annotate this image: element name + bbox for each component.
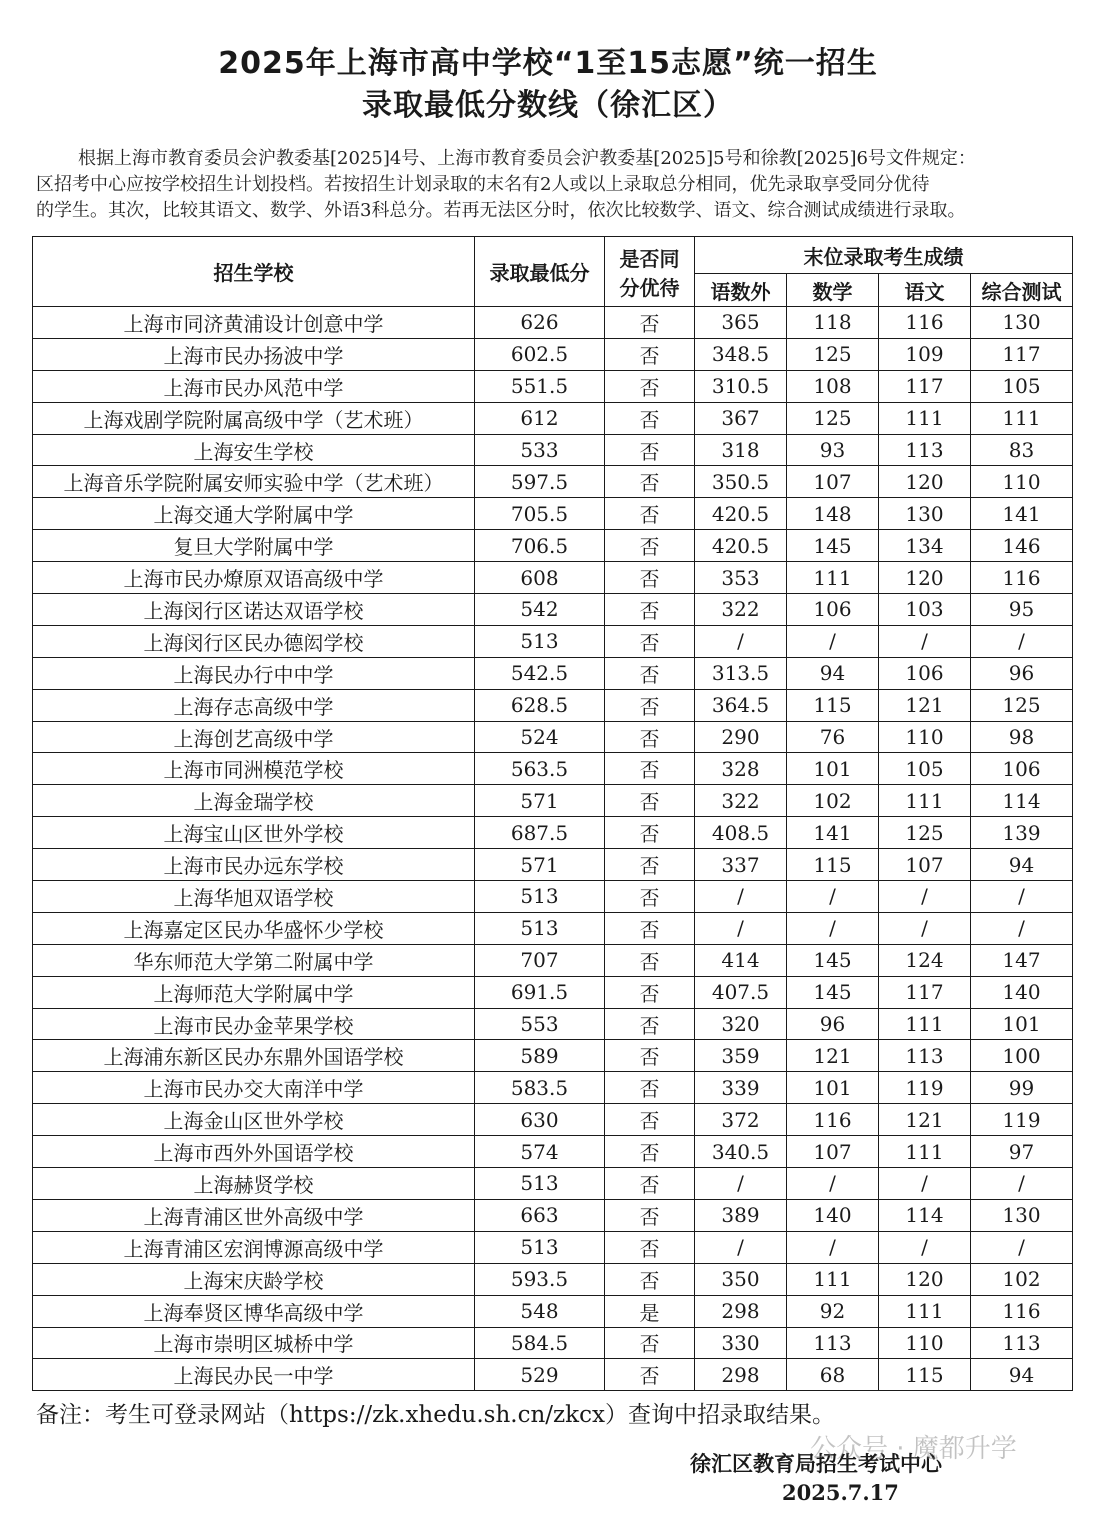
- math-cell: 68: [787, 1359, 879, 1391]
- table-row: [33, 944, 1073, 976]
- priority-cell: 否: [605, 753, 695, 785]
- chinese-cell: /: [879, 625, 971, 657]
- table-row: [33, 721, 1073, 753]
- school-cell: 上海金山区世外学校: [33, 1104, 475, 1136]
- ysw-cell: 420.5: [695, 530, 787, 562]
- min-score-cell: 524: [475, 721, 605, 753]
- min-score-cell: 663: [475, 1199, 605, 1231]
- table-row: [33, 1199, 1073, 1231]
- table-row: [33, 370, 1073, 402]
- min-score-cell: 589: [475, 1040, 605, 1072]
- ysw-cell: 339: [695, 1072, 787, 1104]
- min-score-cell: 571: [475, 785, 605, 817]
- ysw-cell: 350.5: [695, 466, 787, 498]
- priority-cell: 否: [605, 944, 695, 976]
- ysw-cell: 389: [695, 1199, 787, 1231]
- comprehensive-cell: 97: [971, 1136, 1073, 1168]
- priority-cell: 否: [605, 1359, 695, 1391]
- school-cell: 上海宋庆龄学校: [33, 1263, 475, 1295]
- priority-cell: 否: [605, 1040, 695, 1072]
- priority-cell: 否: [605, 785, 695, 817]
- math-cell: 116: [787, 1104, 879, 1136]
- priority-cell: 是: [605, 1295, 695, 1327]
- school-cell: 上海民办行中中学: [33, 657, 475, 689]
- header-priority-line1: 是否同: [619, 246, 680, 271]
- math-cell: 115: [787, 689, 879, 721]
- comprehensive-cell: 130: [971, 1199, 1073, 1231]
- school-cell: 上海浦东新区民办东鼎外国语学校: [33, 1040, 475, 1072]
- min-score-cell: 583.5: [475, 1072, 605, 1104]
- priority-cell: 否: [605, 1263, 695, 1295]
- priority-cell: 否: [605, 1199, 695, 1231]
- table-row: [33, 625, 1073, 657]
- min-score-cell: 608: [475, 562, 605, 594]
- math-cell: 118: [787, 307, 879, 339]
- table-row: [33, 1231, 1073, 1263]
- ysw-cell: 350: [695, 1263, 787, 1295]
- comprehensive-cell: 83: [971, 434, 1073, 466]
- ysw-cell: 348.5: [695, 338, 787, 370]
- ysw-cell: 290: [695, 721, 787, 753]
- school-cell: 上海华旭双语学校: [33, 881, 475, 913]
- table-row: [33, 1072, 1073, 1104]
- school-cell: 上海市民办燎原双语高级中学: [33, 562, 475, 594]
- priority-cell: 否: [605, 466, 695, 498]
- table-row: [33, 594, 1073, 626]
- min-score-cell: 593.5: [475, 1263, 605, 1295]
- ysw-cell: /: [695, 625, 787, 657]
- school-cell: 上海市民办交大南洋中学: [33, 1072, 475, 1104]
- table-row: [33, 1327, 1073, 1359]
- table-row: [33, 976, 1073, 1008]
- math-cell: 115: [787, 849, 879, 881]
- table-row: [33, 753, 1073, 785]
- priority-cell: 否: [605, 721, 695, 753]
- table-row: [33, 466, 1073, 498]
- intro-line-3: 的学生。其次，比较其语文、数学、外语3科总分。若再无法区分时，依次比较数学、语文、综合测试成绩进行录取。: [36, 200, 966, 221]
- ysw-cell: 372: [695, 1104, 787, 1136]
- header-ysw: 语数外: [695, 274, 787, 307]
- school-cell: 华东师范大学第二附属中学: [33, 944, 475, 976]
- school-cell: 上海嘉定区民办华盛怀少学校: [33, 912, 475, 944]
- math-cell: 145: [787, 530, 879, 562]
- table-row: [33, 1136, 1073, 1168]
- math-cell: 94: [787, 657, 879, 689]
- min-score-cell: 542: [475, 594, 605, 626]
- comprehensive-cell: /: [971, 881, 1073, 913]
- math-cell: 101: [787, 753, 879, 785]
- comprehensive-cell: /: [971, 625, 1073, 657]
- school-cell: 上海市崇明区城桥中学: [33, 1327, 475, 1359]
- table-row: [33, 562, 1073, 594]
- ysw-cell: /: [695, 1168, 787, 1200]
- min-score-cell: 597.5: [475, 466, 605, 498]
- min-score-cell: 706.5: [475, 530, 605, 562]
- chinese-cell: 111: [879, 1008, 971, 1040]
- comprehensive-cell: 117: [971, 338, 1073, 370]
- chinese-cell: 111: [879, 1136, 971, 1168]
- ysw-cell: 318: [695, 434, 787, 466]
- priority-cell: 否: [605, 912, 695, 944]
- table-row: [33, 530, 1073, 562]
- min-score-cell: 707: [475, 944, 605, 976]
- comprehensive-cell: 146: [971, 530, 1073, 562]
- min-score-cell: 626: [475, 307, 605, 339]
- table-row: [33, 307, 1073, 339]
- comprehensive-cell: 95: [971, 594, 1073, 626]
- school-cell: 上海市同济黄浦设计创意中学: [33, 307, 475, 339]
- math-cell: 107: [787, 1136, 879, 1168]
- min-score-cell: 571: [475, 849, 605, 881]
- chinese-cell: 117: [879, 976, 971, 1008]
- priority-cell: 否: [605, 562, 695, 594]
- math-cell: /: [787, 912, 879, 944]
- ysw-cell: 407.5: [695, 976, 787, 1008]
- school-cell: 上海存志高级中学: [33, 689, 475, 721]
- ysw-cell: 298: [695, 1359, 787, 1391]
- math-cell: 113: [787, 1327, 879, 1359]
- school-cell: 上海安生学校: [33, 434, 475, 466]
- ysw-cell: 310.5: [695, 370, 787, 402]
- min-score-cell: 513: [475, 1231, 605, 1263]
- table-row: [33, 498, 1073, 530]
- admission-score-table: [32, 236, 1073, 1391]
- min-score-cell: 691.5: [475, 976, 605, 1008]
- school-cell: 上海宝山区世外学校: [33, 817, 475, 849]
- header-priority: [605, 237, 695, 307]
- comprehensive-cell: 94: [971, 849, 1073, 881]
- ysw-cell: 359: [695, 1040, 787, 1072]
- intro-line-2: 区招考中心应按学校招生计划投档。若按招生计划录取的末名有2人或以上录取总分相同，优先录取享受同分优待: [36, 174, 930, 195]
- comprehensive-cell: 102: [971, 1263, 1073, 1295]
- school-cell: 上海金瑞学校: [33, 785, 475, 817]
- min-score-cell: 687.5: [475, 817, 605, 849]
- ysw-cell: 364.5: [695, 689, 787, 721]
- ysw-cell: 320: [695, 1008, 787, 1040]
- intro-line-1: 根据上海市教育委员会沪教委基[2025]4号、上海市教育委员会沪教委基[2025]5号和徐教[2025]6号文件规定：: [78, 148, 976, 169]
- priority-cell: 否: [605, 1231, 695, 1263]
- school-cell: 上海赫贤学校: [33, 1168, 475, 1200]
- school-cell: 上海民办民一中学: [33, 1359, 475, 1391]
- ysw-cell: 367: [695, 402, 787, 434]
- table-row: [33, 849, 1073, 881]
- math-cell: 125: [787, 338, 879, 370]
- math-cell: 140: [787, 1199, 879, 1231]
- math-cell: 76: [787, 721, 879, 753]
- math-cell: /: [787, 1168, 879, 1200]
- comprehensive-cell: /: [971, 1168, 1073, 1200]
- chinese-cell: 119: [879, 1072, 971, 1104]
- math-cell: /: [787, 881, 879, 913]
- table-row: [33, 402, 1073, 434]
- min-score-cell: 612: [475, 402, 605, 434]
- chinese-cell: 103: [879, 594, 971, 626]
- min-score-cell: 553: [475, 1008, 605, 1040]
- table-row: [33, 1104, 1073, 1136]
- ysw-cell: 414: [695, 944, 787, 976]
- ysw-cell: 330: [695, 1327, 787, 1359]
- watermark-text: 公众号 · 魔都升学: [810, 1434, 1017, 1464]
- school-cell: 上海奉贤区博华高级中学: [33, 1295, 475, 1327]
- chinese-cell: 113: [879, 434, 971, 466]
- intro-paragraph: [36, 146, 1066, 224]
- chinese-cell: 125: [879, 817, 971, 849]
- priority-cell: 否: [605, 817, 695, 849]
- comprehensive-cell: 119: [971, 1104, 1073, 1136]
- chinese-cell: 110: [879, 1327, 971, 1359]
- priority-cell: 否: [605, 881, 695, 913]
- math-cell: 101: [787, 1072, 879, 1104]
- table-row: [33, 689, 1073, 721]
- comprehensive-cell: 147: [971, 944, 1073, 976]
- chinese-cell: 116: [879, 307, 971, 339]
- comprehensive-cell: 116: [971, 1295, 1073, 1327]
- chinese-cell: 113: [879, 1040, 971, 1072]
- priority-cell: 否: [605, 657, 695, 689]
- chinese-cell: 117: [879, 370, 971, 402]
- math-cell: 111: [787, 1263, 879, 1295]
- chinese-cell: 111: [879, 402, 971, 434]
- chinese-cell: 107: [879, 849, 971, 881]
- min-score-cell: 513: [475, 912, 605, 944]
- priority-cell: 否: [605, 370, 695, 402]
- ysw-cell: 353: [695, 562, 787, 594]
- school-cell: 上海音乐学院附属安师实验中学（艺术班）: [33, 466, 475, 498]
- table-row: [33, 657, 1073, 689]
- math-cell: 92: [787, 1295, 879, 1327]
- math-cell: 125: [787, 402, 879, 434]
- school-cell: 上海创艺高级中学: [33, 721, 475, 753]
- priority-cell: 否: [605, 594, 695, 626]
- school-cell: 上海市同洲模范学校: [33, 753, 475, 785]
- priority-cell: 否: [605, 689, 695, 721]
- chinese-cell: 120: [879, 1263, 971, 1295]
- comprehensive-cell: 140: [971, 976, 1073, 1008]
- chinese-cell: /: [879, 912, 971, 944]
- school-cell: 上海闵行区民办德闳学校: [33, 625, 475, 657]
- math-cell: 111: [787, 562, 879, 594]
- chinese-cell: 111: [879, 785, 971, 817]
- min-score-cell: 628.5: [475, 689, 605, 721]
- min-score-cell: 513: [475, 1168, 605, 1200]
- school-cell: 上海市民办金苹果学校: [33, 1008, 475, 1040]
- ysw-cell: /: [695, 1231, 787, 1263]
- school-cell: 上海市民办风范中学: [33, 370, 475, 402]
- table-row: [33, 1040, 1073, 1072]
- min-score-cell: 602.5: [475, 338, 605, 370]
- priority-cell: 否: [605, 1008, 695, 1040]
- table-row: [33, 1168, 1073, 1200]
- issue-date: 2025.7.17: [782, 1480, 899, 1505]
- priority-cell: 否: [605, 402, 695, 434]
- min-score-cell: 513: [475, 625, 605, 657]
- math-cell: 141: [787, 817, 879, 849]
- chinese-cell: 121: [879, 1104, 971, 1136]
- ysw-cell: 313.5: [695, 657, 787, 689]
- min-score-cell: 529: [475, 1359, 605, 1391]
- school-cell: 上海师范大学附属中学: [33, 976, 475, 1008]
- comprehensive-cell: 114: [971, 785, 1073, 817]
- chinese-cell: 111: [879, 1295, 971, 1327]
- comprehensive-cell: 110: [971, 466, 1073, 498]
- ysw-cell: 298: [695, 1295, 787, 1327]
- math-cell: 93: [787, 434, 879, 466]
- school-cell: 上海市西外外国语学校: [33, 1136, 475, 1168]
- school-cell: 上海市民办远东学校: [33, 849, 475, 881]
- math-cell: 102: [787, 785, 879, 817]
- math-cell: /: [787, 625, 879, 657]
- comprehensive-cell: 116: [971, 562, 1073, 594]
- comprehensive-cell: /: [971, 912, 1073, 944]
- ysw-cell: 408.5: [695, 817, 787, 849]
- ysw-cell: 420.5: [695, 498, 787, 530]
- table-row: [33, 338, 1073, 370]
- priority-cell: 否: [605, 1136, 695, 1168]
- table-body: [33, 307, 1073, 1391]
- table-row: [33, 912, 1073, 944]
- chinese-cell: 114: [879, 1199, 971, 1231]
- table-row: [33, 1008, 1073, 1040]
- issuer: 徐汇区教育局招生考试中心: [690, 1452, 942, 1476]
- document-title-line1: 2025年上海市高中学校“1至15志愿”统一招生: [218, 46, 878, 81]
- priority-cell: 否: [605, 530, 695, 562]
- comprehensive-cell: 101: [971, 1008, 1073, 1040]
- school-cell: 上海闵行区诺达双语学校: [33, 594, 475, 626]
- comprehensive-cell: 105: [971, 370, 1073, 402]
- ysw-cell: 337: [695, 849, 787, 881]
- min-score-cell: 513: [475, 881, 605, 913]
- math-cell: /: [787, 1231, 879, 1263]
- chinese-cell: 105: [879, 753, 971, 785]
- header-min-score: 录取最低分: [475, 237, 605, 307]
- chinese-cell: /: [879, 1168, 971, 1200]
- table-row: [33, 817, 1073, 849]
- priority-cell: 否: [605, 1072, 695, 1104]
- comprehensive-cell: /: [971, 1231, 1073, 1263]
- min-score-cell: 563.5: [475, 753, 605, 785]
- priority-cell: 否: [605, 1168, 695, 1200]
- ysw-cell: /: [695, 912, 787, 944]
- comprehensive-cell: 100: [971, 1040, 1073, 1072]
- comprehensive-cell: 125: [971, 689, 1073, 721]
- chinese-cell: 130: [879, 498, 971, 530]
- chinese-cell: 120: [879, 466, 971, 498]
- priority-cell: 否: [605, 307, 695, 339]
- ysw-cell: 328: [695, 753, 787, 785]
- min-score-cell: 551.5: [475, 370, 605, 402]
- min-score-cell: 548: [475, 1295, 605, 1327]
- chinese-cell: /: [879, 881, 971, 913]
- comprehensive-cell: 96: [971, 657, 1073, 689]
- ysw-cell: 322: [695, 594, 787, 626]
- school-cell: 上海青浦区宏润博源高级中学: [33, 1231, 475, 1263]
- ysw-cell: 322: [695, 785, 787, 817]
- chinese-cell: 115: [879, 1359, 971, 1391]
- table-row: [33, 1359, 1073, 1391]
- math-cell: 145: [787, 944, 879, 976]
- chinese-cell: 134: [879, 530, 971, 562]
- comprehensive-cell: 113: [971, 1327, 1073, 1359]
- min-score-cell: 542.5: [475, 657, 605, 689]
- header-priority-line2: 分优待: [619, 275, 680, 300]
- min-score-cell: 630: [475, 1104, 605, 1136]
- comprehensive-cell: 106: [971, 753, 1073, 785]
- ysw-cell: 365: [695, 307, 787, 339]
- chinese-cell: 121: [879, 689, 971, 721]
- comprehensive-cell: 130: [971, 307, 1073, 339]
- school-cell: 上海市民办扬波中学: [33, 338, 475, 370]
- chinese-cell: 106: [879, 657, 971, 689]
- school-cell: 复旦大学附属中学: [33, 530, 475, 562]
- math-cell: 107: [787, 466, 879, 498]
- math-cell: 108: [787, 370, 879, 402]
- math-cell: 106: [787, 594, 879, 626]
- comprehensive-cell: 141: [971, 498, 1073, 530]
- priority-cell: 否: [605, 976, 695, 1008]
- chinese-cell: 109: [879, 338, 971, 370]
- priority-cell: 否: [605, 1327, 695, 1359]
- comprehensive-cell: 98: [971, 721, 1073, 753]
- school-cell: 上海青浦区世外高级中学: [33, 1199, 475, 1231]
- comprehensive-cell: 94: [971, 1359, 1073, 1391]
- table-row: [33, 1263, 1073, 1295]
- priority-cell: 否: [605, 434, 695, 466]
- table-row: [33, 785, 1073, 817]
- school-cell: 上海交通大学附属中学: [33, 498, 475, 530]
- header-comprehensive: 综合测试: [971, 274, 1073, 307]
- priority-cell: 否: [605, 338, 695, 370]
- priority-cell: 否: [605, 1104, 695, 1136]
- header-chinese: 语文: [879, 274, 971, 307]
- priority-cell: 否: [605, 498, 695, 530]
- ysw-cell: 340.5: [695, 1136, 787, 1168]
- math-cell: 96: [787, 1008, 879, 1040]
- chinese-cell: 124: [879, 944, 971, 976]
- table-row: [33, 1295, 1073, 1327]
- priority-cell: 否: [605, 625, 695, 657]
- comprehensive-cell: 111: [971, 402, 1073, 434]
- math-cell: 145: [787, 976, 879, 1008]
- priority-cell: 否: [605, 849, 695, 881]
- comprehensive-cell: 99: [971, 1072, 1073, 1104]
- math-cell: 148: [787, 498, 879, 530]
- chinese-cell: 110: [879, 721, 971, 753]
- min-score-cell: 584.5: [475, 1327, 605, 1359]
- min-score-cell: 705.5: [475, 498, 605, 530]
- min-score-cell: 574: [475, 1136, 605, 1168]
- header-school: 招生学校: [33, 237, 475, 307]
- comprehensive-cell: 139: [971, 817, 1073, 849]
- math-cell: 121: [787, 1040, 879, 1072]
- header-last-admitted: 末位录取考生成绩: [695, 237, 1073, 274]
- header-math: 数学: [787, 274, 879, 307]
- chinese-cell: /: [879, 1231, 971, 1263]
- chinese-cell: 120: [879, 562, 971, 594]
- ysw-cell: /: [695, 881, 787, 913]
- min-score-cell: 533: [475, 434, 605, 466]
- footnote: 备注：考生可登录网站（https://zk.xhedu.sh.cn/zkcx）查询中招录取结果。: [36, 1402, 835, 1428]
- document-title-line2: 录取最低分数线（徐汇区）: [362, 88, 734, 123]
- school-cell: 上海戏剧学院附属高级中学（艺术班）: [33, 402, 475, 434]
- table-row: [33, 881, 1073, 913]
- table-row: [33, 434, 1073, 466]
